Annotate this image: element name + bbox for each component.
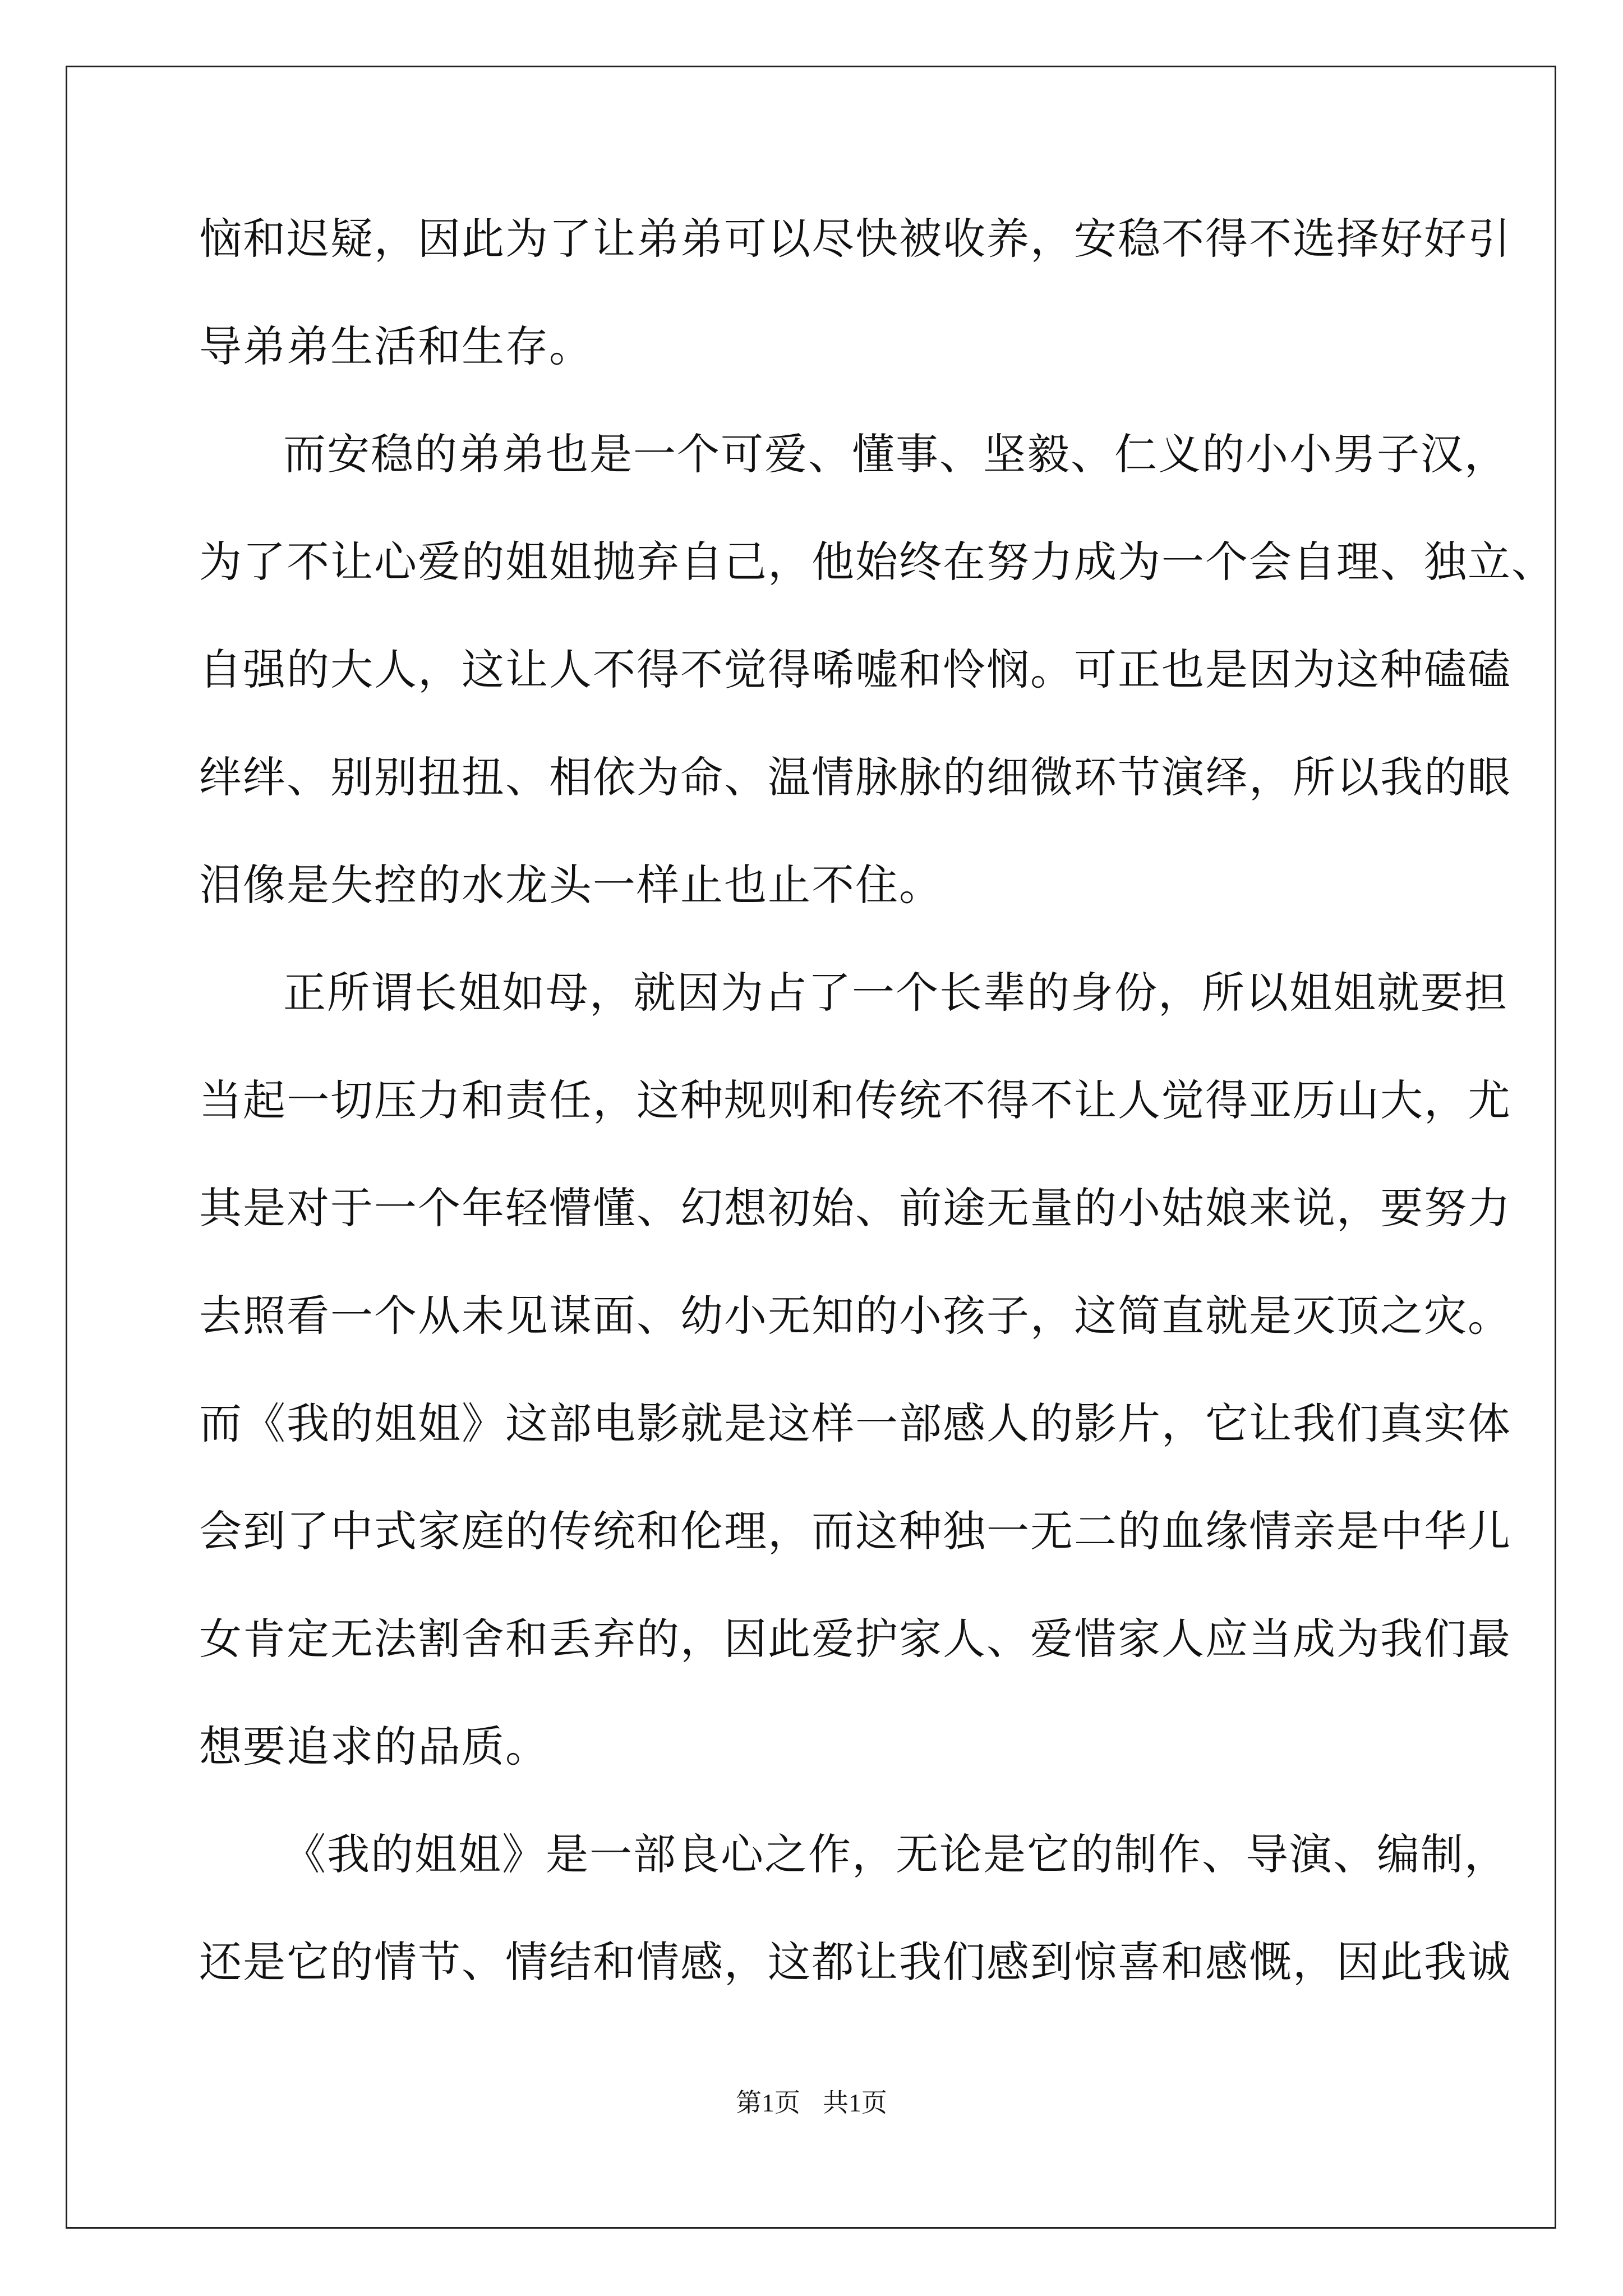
- text-line: 女肯定无法割舍和丢弃的，因此爱护家人、爱惜家人应当成为我们最: [199, 1614, 1511, 1664]
- text-line: 去照看一个从未见谋面、幼小无知的小孩子，这简直就是灭顶之灾。: [199, 1291, 1511, 1341]
- text-line: 其是对于一个年轻懵懂、幻想初始、前途无量的小姑娘来说，要努力: [199, 1183, 1511, 1233]
- text-line: 绊绊、别别扭扭、相依为命、温情脉脉的细微环节演绎，所以我的眼: [199, 752, 1511, 802]
- text-line: 自强的大人，这让人不得不觉得唏嘘和怜悯。可正也是因为这种磕磕: [199, 645, 1511, 694]
- text-line: 当起一切压力和责任，这种规则和传统不得不让人觉得亚历山大，尤: [199, 1075, 1511, 1125]
- document-body: [199, 208, 1555, 2039]
- text-line: 还是它的情节、情结和情感，这都让我们感到惊喜和感慨，因此我诚: [199, 1937, 1511, 1987]
- page-number: 第1页: [736, 2088, 800, 2117]
- text-line: 恼和迟疑，因此为了让弟弟可以尽快被收养，安稳不得不选择好好引: [199, 214, 1511, 264]
- text-line: 为了不让心爱的姐姐抛弃自己，他始终在努力成为一个会自理、独立、: [199, 537, 1555, 587]
- paragraph-start-line: 而安稳的弟弟也是一个可爱、懂事、坚毅、仁义的小小男子汉，: [283, 429, 1508, 479]
- page-total: 共1页: [823, 2088, 887, 2117]
- paragraph-start-line: 《我的姐姐》是一部良心之作，无论是它的制作、导演、编制，: [283, 1829, 1508, 1879]
- text-line: 而《我的姐姐》这部电影就是这样一部感人的影片，它让我们真实体: [199, 1398, 1511, 1448]
- text-line: 想要追求的品质。: [199, 1722, 549, 1772]
- paragraph-start-line: 正所谓长姐如母，就因为占了一个长辈的身份，所以姐姐就要担: [283, 968, 1508, 1018]
- text-line: 会到了中式家庭的传统和伦理，而这种独一无二的血缘情亲是中华儿: [199, 1506, 1511, 1556]
- text-line: 泪像是失控的水龙头一样止也止不住。: [199, 860, 943, 910]
- text-line: 导弟弟生活和生存。: [199, 321, 593, 371]
- page-footer: [0, 2082, 1623, 2119]
